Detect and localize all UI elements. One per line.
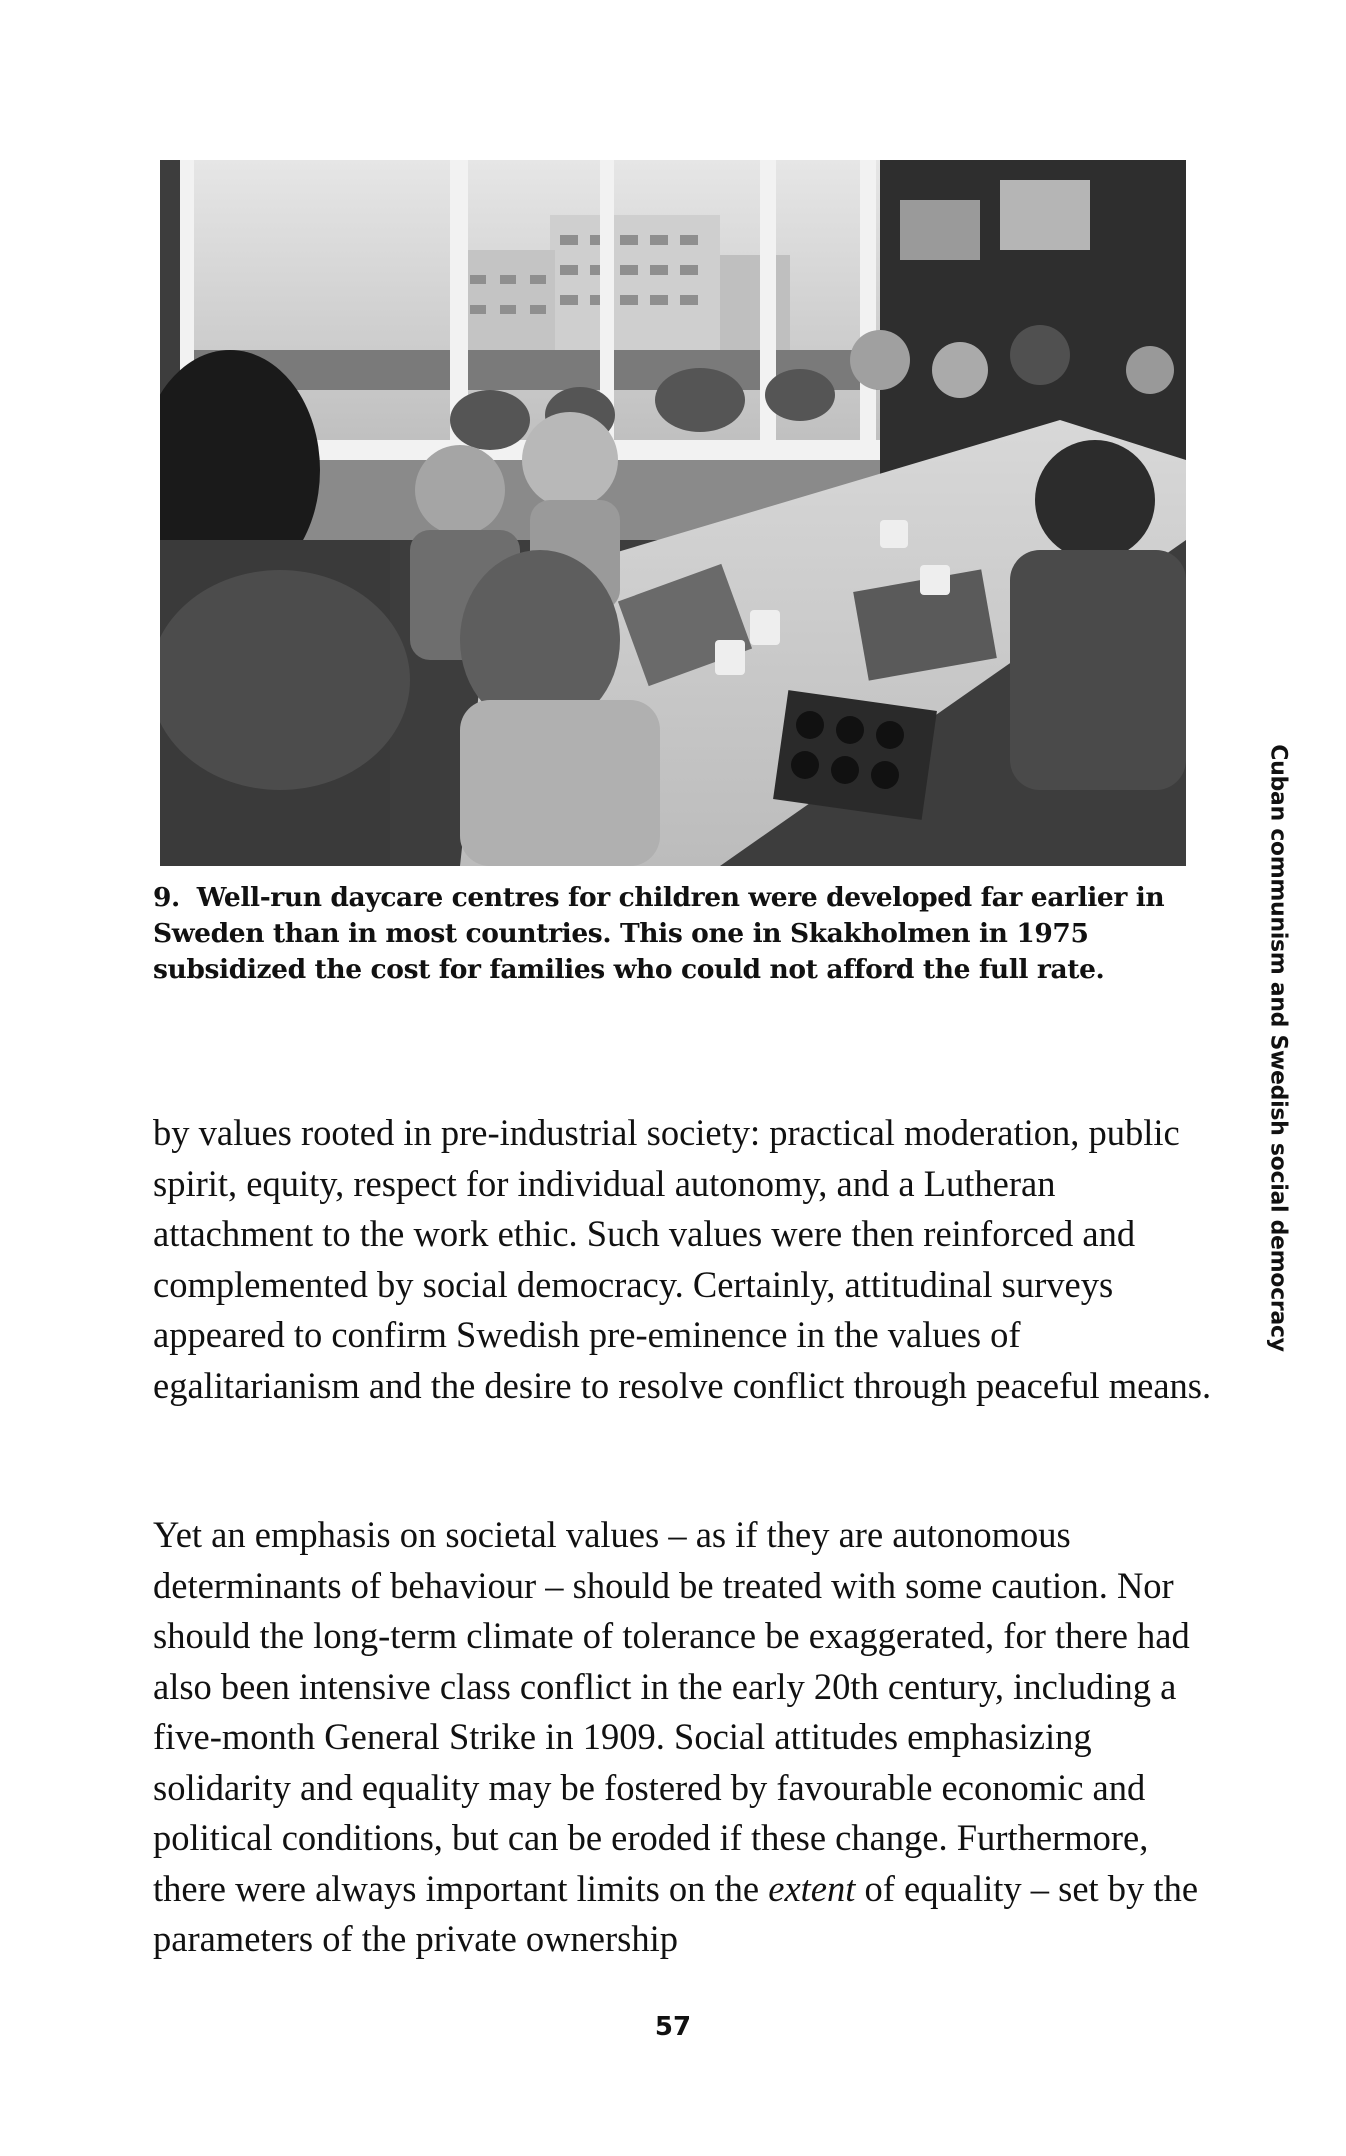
paragraph-2-end: of equality – set by the parameters of the private ownership: [153, 1867, 1199, 1959]
figure-caption-text: Well-run daycare centres for children were developed far earlier in Sweden than in most countries. This one in Skakholmen in 1975 subsidized the cost for families who could not afford the full rate.: [153, 882, 1165, 985]
running-head: [1248, 744, 1308, 1352]
running-head-text: Cuban communism and Swedish social democracy: [1265, 744, 1291, 1352]
paragraph-2-text: [153, 1510, 1213, 1965]
figure-caption: [153, 880, 1193, 988]
paragraph-2-start: Yet an emphasis on societal values – as if they are autonomous determinants of behaviour – should be treated with some caution. Nor should the long-term climate of tolerance be exaggerated, for there had also been intensive class conflict in the early 20th century, including a five-month General Strike in 1909. Social attitudes emphasizing solidarity and equality may be fostered by favourable economic and political conditions, but can be eroded if these change. Furthermore, there were always important limits on the: [153, 1514, 1190, 1909]
paragraph-1-text: by values rooted in pre-industrial society: practical moderation, public spirit, equity, respect for individual autonomy, and a Lutheran attachment to the work ethic. Such values were then reinforced and complemented by social democracy. Certainly, attitudinal surveys appeared to confirm Swedish pre-eminence in the values of egalitarianism and the desire to resolve conflict through peaceful means.: [153, 1112, 1212, 1406]
figure-number: 9.: [153, 882, 180, 913]
daycare-photo: [160, 160, 1186, 866]
body-paragraph-1: [153, 1108, 1213, 1411]
page-number: 57: [654, 2012, 692, 2042]
paragraph-2-emphasis: extent: [768, 1867, 856, 1909]
body-paragraph-2: [153, 1510, 1213, 1965]
